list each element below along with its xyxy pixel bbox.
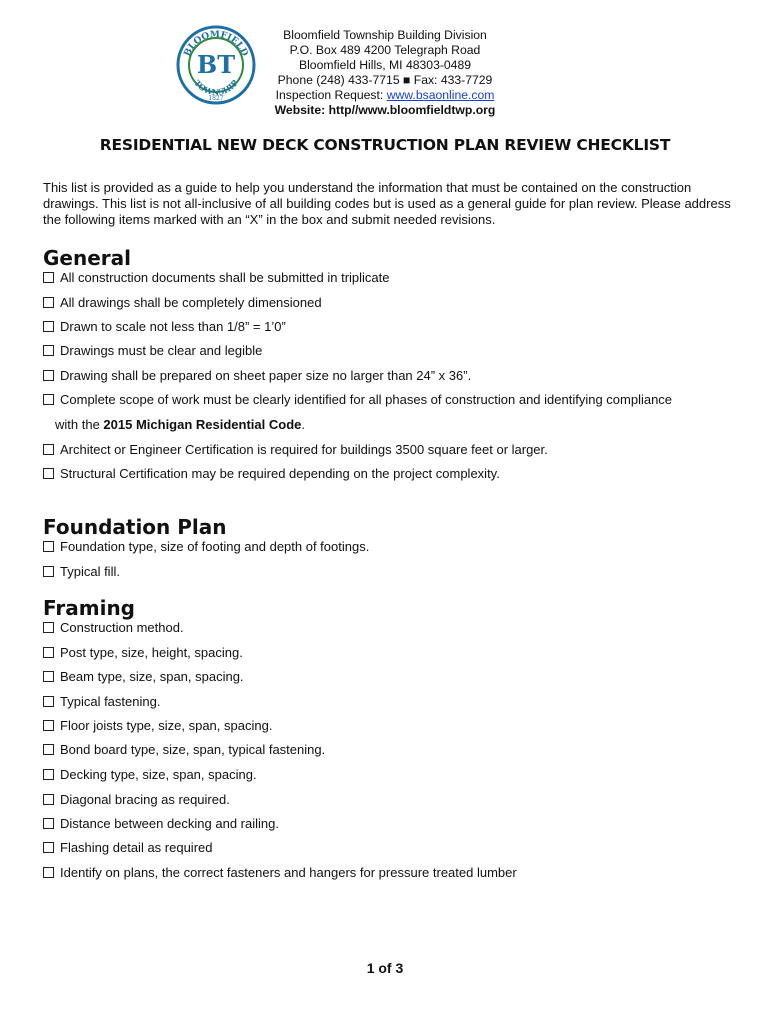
checkbox[interactable] <box>43 867 54 878</box>
header-phone: Phone (248) 433-7715 ■ Fax: 433-7729 <box>277 73 493 87</box>
checklist-item: Typical fastening. <box>43 694 160 709</box>
checkbox[interactable] <box>43 370 54 381</box>
header-inspection <box>250 88 520 103</box>
section-foundation-heading: Foundation Plan <box>43 515 227 539</box>
checkbox[interactable] <box>43 794 54 805</box>
checkbox[interactable] <box>43 297 54 308</box>
header-address <box>250 28 520 118</box>
checklist-item: Beam type, size, span, spacing. <box>43 669 244 684</box>
checklist-item: All construction documents shall be submitted in triplicate <box>43 270 390 285</box>
checklist-item: All drawings shall be completely dimensioned <box>43 295 322 310</box>
checklist-item: Distance between decking and railing. <box>43 816 279 831</box>
seal-bottom-text: TOWNSHIP <box>192 77 240 98</box>
checklist-item: Identify on plans, the correct fasteners and hangers for pressure treated lumber <box>43 865 517 880</box>
checklist-item: Post type, size, height, spacing. <box>43 645 243 660</box>
checkbox[interactable] <box>43 696 54 707</box>
seal-initials: BT <box>196 50 236 79</box>
checkbox[interactable] <box>43 647 54 658</box>
checklist-item: Foundation type, size of footing and depth of footings. <box>43 539 369 554</box>
checklist-item: Construction method. <box>43 620 184 635</box>
checklist-item-continuation: with the 2015 Michigan Residential Code. <box>55 417 305 432</box>
checkbox[interactable] <box>43 842 54 853</box>
checkbox[interactable] <box>43 818 54 829</box>
checkbox[interactable] <box>43 345 54 356</box>
checkbox[interactable] <box>43 272 54 283</box>
header-line3: Bloomfield Hills, MI 48303-0489 <box>298 58 472 72</box>
seal-top-text: BLOOMFIELD <box>182 29 250 58</box>
checkbox[interactable] <box>43 541 54 552</box>
checkbox[interactable] <box>43 444 54 455</box>
checkbox[interactable] <box>43 622 54 633</box>
inspection-link[interactable]: www.bsaonline.com <box>386 88 495 102</box>
seal-year: 1827 <box>208 95 224 102</box>
checklist-item: Floor joists type, size, span, spacing. <box>43 718 272 733</box>
inspection-label: Inspection Request: <box>275 88 387 102</box>
page-title: RESIDENTIAL NEW DECK CONSTRUCTION PLAN REVIEW CHECKLIST <box>99 136 671 154</box>
checkbox[interactable] <box>43 744 54 755</box>
checkbox[interactable] <box>43 468 54 479</box>
checklist-item: Drawings must be clear and legible <box>43 343 262 358</box>
page-number: 1 of 3 <box>366 960 404 976</box>
checklist-item: Drawn to scale not less than 1/8” = 1’0” <box>43 319 286 334</box>
checklist-item: Diagonal bracing as required. <box>43 792 230 807</box>
checkbox[interactable] <box>43 720 54 731</box>
header-website: Website: http//www.bloomfieldtwp.org <box>274 103 496 117</box>
checklist-item: Bond board type, size, span, typical fastening. <box>43 742 325 757</box>
checklist-item: Structural Certification may be required depending on the project complexity. <box>43 466 500 481</box>
checklist-item: Drawing shall be prepared on sheet paper size no larger than 24” x 36”. <box>43 368 471 383</box>
checkbox[interactable] <box>43 769 54 780</box>
checklist-item: Architect or Engineer Certification is required for buildings 3500 square feet or larger. <box>43 442 548 457</box>
checkbox[interactable] <box>43 394 54 405</box>
section-general-heading: General <box>43 246 131 270</box>
checkbox[interactable] <box>43 671 54 682</box>
checklist-item: Typical fill. <box>43 564 120 579</box>
intro-paragraph: This list is provided as a guide to help you understand the information that must be contained on the construction drawings. This list is not all-inclusive of all building codes but is used as a general guide for plan review. Please address the following items marked with an “X” in the box and submit needed revisions. <box>43 180 731 227</box>
checklist-item: Flashing detail as required <box>43 840 212 855</box>
bloomfield-township-seal <box>176 25 256 105</box>
section-framing-heading: Framing <box>43 596 135 620</box>
code-reference: 2015 Michigan Residential Code <box>103 417 302 432</box>
checkbox[interactable] <box>43 321 54 332</box>
checkbox[interactable] <box>43 566 54 577</box>
header-line2: P.O. Box 489 4200 Telegraph Road <box>289 43 481 57</box>
header-line1: Bloomfield Township Building Division <box>283 28 487 42</box>
checklist-item: Decking type, size, span, spacing. <box>43 767 257 782</box>
checklist-item: Complete scope of work must be clearly identified for all phases of construction and identifying compliance <box>43 392 672 407</box>
